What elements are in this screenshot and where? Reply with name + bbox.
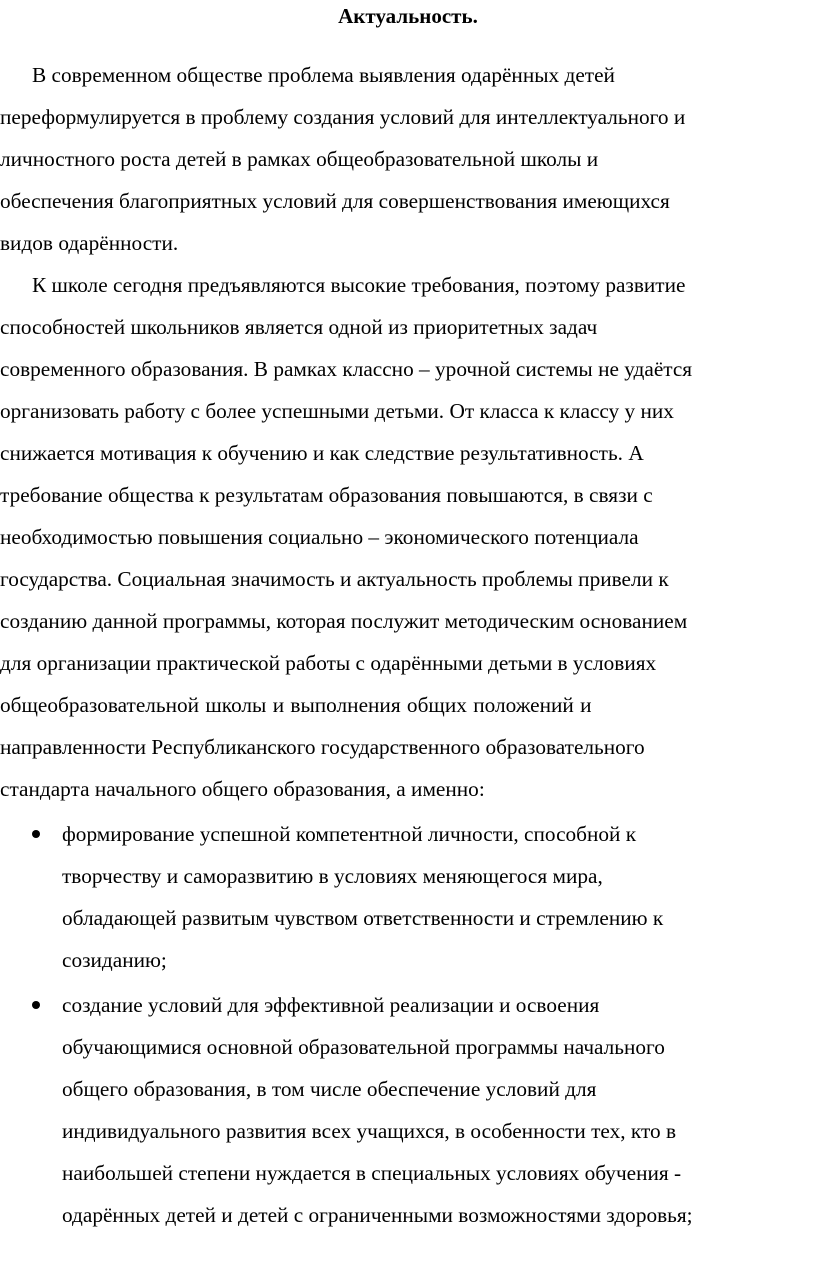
list-item-line: творчеству и саморазвитию в условиях меняющегося мира, bbox=[62, 864, 603, 888]
list-item-line: одарённых детей и детей с ограниченными возможностями здоровья; bbox=[62, 1203, 693, 1227]
list-item-line: обладающей развитым чувством ответственности и стремлению к bbox=[62, 906, 664, 930]
paragraph-line: стандарта начального общего образования, а именно: bbox=[0, 777, 485, 801]
bullet-icon bbox=[32, 1001, 40, 1009]
page-title: Актуальность. bbox=[338, 4, 478, 28]
paragraph-line: необходимостью повышения социально – экономического потенциала bbox=[0, 525, 639, 549]
paragraph-line: государства. Социальная значимость и актуальность проблемы привели к bbox=[0, 567, 669, 591]
paragraph-line: требование общества к результатам образования повышаются, в связи с bbox=[0, 483, 653, 507]
list-item-line: индивидуального развития всех учащихся, в особенности тех, кто в bbox=[62, 1119, 677, 1143]
list-item-line: обучающимися основной образовательной программы начального bbox=[62, 1035, 665, 1059]
paragraph-line: обеспечения благоприятных условий для совершенствования имеющихся bbox=[0, 189, 670, 213]
paragraph-line: видов одарённости. bbox=[0, 231, 179, 255]
list-item-line: созиданию; bbox=[62, 948, 167, 972]
paragraph-line: К школе сегодня предъявляются высокие требования, поэтому развитие bbox=[32, 273, 686, 297]
paragraph-line: В современном обществе проблема выявления одарённых детей bbox=[32, 63, 615, 87]
paragraph-line: современного образования. В рамках классно – урочной системы не удаётся bbox=[0, 357, 693, 381]
paragraph-line: для организации практической работы с одарёнными детьми в условиях bbox=[0, 651, 657, 675]
paragraph-line: общеобразовательной школы и выполнения общих положений и bbox=[0, 693, 592, 717]
list-item-line: наибольшей степени нуждается в специальных условиях обучения - bbox=[62, 1161, 682, 1185]
paragraph-line: личностного роста детей в рамках общеобразовательной школы и bbox=[0, 147, 599, 171]
paragraph-line: способностей школьников является одной из приоритетных задач bbox=[0, 315, 598, 339]
paragraph-line: переформулируется в проблему создания условий для интеллектуального и bbox=[0, 105, 686, 129]
list-item-line: создание условий для эффективной реализации и освоения bbox=[62, 993, 600, 1017]
bullet-icon bbox=[32, 830, 40, 838]
paragraph-line: организовать работу с более успешными детьми. От класса к классу у них bbox=[0, 399, 674, 423]
paragraph-line: снижается мотивация к обучению и как следствие результативность. А bbox=[0, 441, 644, 465]
list-item-line: общего образования, в том числе обеспечение условий для bbox=[62, 1077, 597, 1101]
paragraph-line: направленности Республиканского государственного образовательного bbox=[0, 735, 645, 759]
list-item-line: формирование успешной компетентной личности, способной к bbox=[62, 822, 637, 846]
paragraph-line: созданию данной программы, которая послужит методическим основанием bbox=[0, 609, 688, 633]
